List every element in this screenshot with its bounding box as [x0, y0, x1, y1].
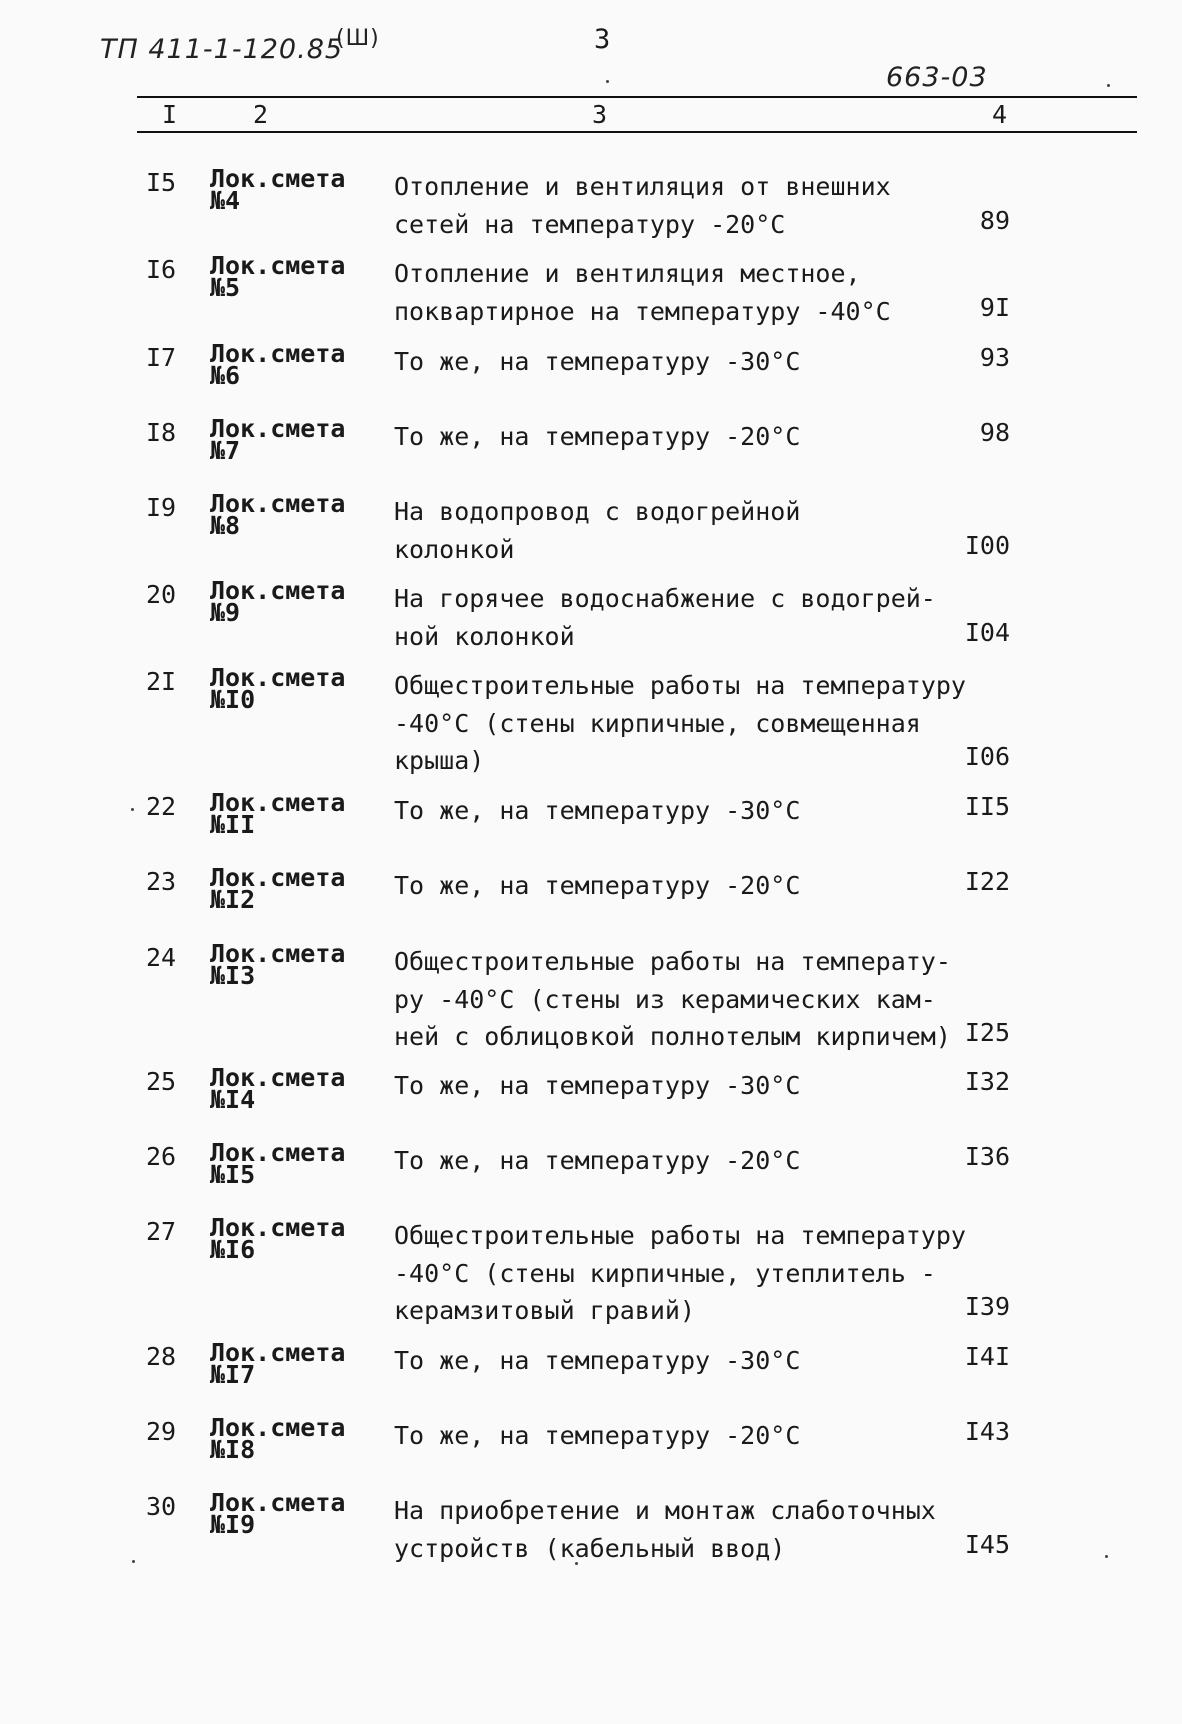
estimate-reference: [210, 663, 346, 714]
scan-speck: [132, 1560, 135, 1563]
description-line: То же, на температуру -30°С: [394, 347, 801, 376]
estimate-number: №6: [210, 361, 241, 390]
column-header-4: 4: [992, 100, 1008, 129]
row-description: [394, 168, 994, 243]
estimate-number: №8: [210, 511, 241, 540]
estimate-reference: [210, 1063, 346, 1114]
estimate-type: Лок.смета: [210, 489, 346, 518]
row-number: I7: [146, 343, 177, 372]
row-number: 24: [146, 943, 177, 972]
row-page-number: I4I: [964, 1342, 1010, 1371]
row-number: 28: [146, 1342, 177, 1371]
description-line: Общестроительные работы на температуру: [394, 671, 966, 700]
estimate-type: Лок.смета: [210, 576, 346, 605]
row-page-number: I22: [964, 867, 1010, 896]
scan-speck: [131, 808, 134, 811]
estimate-number: №I2: [210, 885, 256, 914]
row-page-number: 98: [979, 418, 1010, 447]
estimate-type: Лок.смета: [210, 339, 346, 368]
row-number: I8: [146, 418, 177, 447]
page-number: 3: [594, 24, 611, 55]
estimate-reference: [210, 1413, 346, 1464]
description-line: На горячее водоснабжение с водогрей-: [394, 584, 936, 613]
estimate-type: Лок.смета: [210, 1338, 346, 1367]
estimate-number: №I9: [210, 1510, 256, 1539]
description-line: ной колонкой: [394, 621, 575, 651]
estimate-number: №7: [210, 436, 241, 465]
row-page-number: 9I: [979, 292, 1010, 322]
row-description: [394, 1067, 994, 1105]
row-description: [394, 1492, 994, 1567]
estimate-type: Лок.смета: [210, 1413, 346, 1442]
row-page-number: I06: [964, 742, 1010, 771]
estimate-type: Лок.смета: [210, 1063, 346, 1092]
row-page-number: II5: [964, 792, 1010, 821]
scan-speck: [1105, 1555, 1108, 1558]
description-line: устройств (кабельный ввод): [394, 1533, 786, 1563]
description-line: Общестроительные работы на температу-: [394, 947, 951, 976]
row-number: 2I: [146, 667, 177, 696]
row-description: [394, 943, 994, 1056]
row-description: [394, 792, 994, 830]
row-description: [394, 1417, 994, 1455]
estimate-reference: [210, 164, 346, 215]
estimate-number: №I6: [210, 1235, 256, 1264]
estimate-reference: [210, 939, 346, 990]
estimate-number: №I4: [210, 1085, 256, 1114]
estimate-number: №5: [210, 273, 241, 302]
row-description: [394, 418, 994, 456]
row-page-number: 93: [979, 343, 1010, 372]
row-page-number: I43: [964, 1417, 1010, 1446]
row-number: 22: [146, 792, 177, 821]
description-line: крыша): [394, 746, 485, 775]
estimate-type: Лок.смета: [210, 1138, 346, 1167]
row-page-number: I39: [964, 1292, 1010, 1321]
document-mark: (Ш): [336, 26, 380, 51]
row-number: I9: [146, 493, 177, 522]
row-page-number: I36: [964, 1142, 1010, 1171]
description-line: -40°С (стены кирпичные, утеплитель -: [394, 1258, 936, 1288]
table-header-rule: [137, 131, 1137, 133]
description-line: На водопровод с водогрейной: [394, 497, 801, 526]
description-line: ней с облицовкой полнотелым кирпичем): [394, 1022, 951, 1051]
row-description: [394, 867, 994, 905]
scan-speck: [575, 1562, 578, 1565]
estimate-type: Лок.смета: [210, 1213, 346, 1242]
column-header-2: 2: [253, 100, 269, 129]
row-number: 26: [146, 1142, 177, 1171]
row-page-number: I45: [964, 1529, 1010, 1559]
description-line: То же, на температуру -20°С: [394, 1421, 801, 1450]
estimate-reference: [210, 414, 346, 465]
estimate-number: №I0: [210, 685, 256, 714]
estimate-number: №I5: [210, 1160, 256, 1189]
row-description: [394, 493, 994, 568]
description-line: ру -40°С (стены из керамических кам-: [394, 984, 936, 1014]
row-description: [394, 580, 994, 655]
estimate-type: Лок.смета: [210, 414, 346, 443]
description-line: Общестроительные работы на температуру: [394, 1221, 966, 1250]
document-code: ТП 411-1-120.85: [100, 34, 344, 65]
row-number: 29: [146, 1417, 177, 1446]
estimate-type: Лок.смета: [210, 663, 346, 692]
estimate-reference: [210, 863, 346, 914]
row-description: [394, 343, 994, 381]
estimate-number: №I7: [210, 1360, 256, 1389]
description-line: То же, на температуру -20°С: [394, 1146, 801, 1175]
row-number: 27: [146, 1217, 177, 1246]
description-line: На приобретение и монтаж слаботочных: [394, 1496, 936, 1525]
estimate-reference: [210, 251, 346, 302]
estimate-number: №I3: [210, 961, 256, 990]
row-description: [394, 667, 994, 780]
row-description: [394, 1342, 994, 1380]
row-page-number: 89: [979, 205, 1010, 235]
estimate-reference: [210, 788, 346, 839]
estimate-type: Лок.смета: [210, 251, 346, 280]
estimate-type: Лок.смета: [210, 939, 346, 968]
estimate-type: Лок.смета: [210, 788, 346, 817]
column-header-3: 3: [592, 100, 608, 129]
album-code: 663-03: [886, 62, 988, 93]
row-number: 30: [146, 1492, 177, 1521]
estimate-number: №II: [210, 810, 256, 839]
row-page-number: I25: [964, 1018, 1010, 1047]
row-page-number: I00: [964, 530, 1010, 560]
description-line: Отопление и вентиляция местное,: [394, 259, 861, 288]
description-line: колонкой: [394, 534, 515, 564]
estimate-reference: [210, 1138, 346, 1189]
column-header-1: I: [162, 100, 178, 129]
estimate-number: №9: [210, 598, 241, 627]
row-number: I5: [146, 168, 177, 197]
estimate-reference: [210, 576, 346, 627]
estimate-number: №I8: [210, 1435, 256, 1464]
estimate-reference: [210, 1338, 346, 1389]
description-line: То же, на температуру -20°С: [394, 871, 801, 900]
estimate-reference: [210, 339, 346, 390]
row-page-number: I32: [964, 1067, 1010, 1096]
description-line: То же, на температуру -20°С: [394, 422, 801, 451]
row-number: 25: [146, 1067, 177, 1096]
scan-speck: [1107, 84, 1110, 87]
description-line: керамзитовый гравий): [394, 1296, 696, 1325]
estimate-type: Лок.смета: [210, 1488, 346, 1517]
row-page-number: I04: [964, 617, 1010, 647]
table-top-rule: [137, 96, 1137, 98]
description-line: поквартирное на температуру -40°С: [394, 296, 891, 326]
scan-speck: [606, 80, 609, 83]
description-line: То же, на температуру -30°С: [394, 796, 801, 825]
estimate-reference: [210, 1213, 346, 1264]
row-number: 23: [146, 867, 177, 896]
row-description: [394, 255, 994, 330]
estimate-number: №4: [210, 186, 241, 215]
row-description: [394, 1142, 994, 1180]
row-number: 20: [146, 580, 177, 609]
description-line: Отопление и вентиляция от внешних: [394, 172, 891, 201]
description-line: То же, на температуру -30°С: [394, 1346, 801, 1375]
description-line: сетей на температуру -20°С: [394, 209, 786, 239]
estimate-type: Лок.смета: [210, 863, 346, 892]
estimate-reference: [210, 489, 346, 540]
estimate-type: Лок.смета: [210, 164, 346, 193]
description-line: -40°С (стены кирпичные, совмещенная: [394, 708, 921, 738]
row-description: [394, 1217, 994, 1330]
estimate-reference: [210, 1488, 346, 1539]
description-line: То же, на температуру -30°С: [394, 1071, 801, 1100]
row-number: I6: [146, 255, 177, 284]
